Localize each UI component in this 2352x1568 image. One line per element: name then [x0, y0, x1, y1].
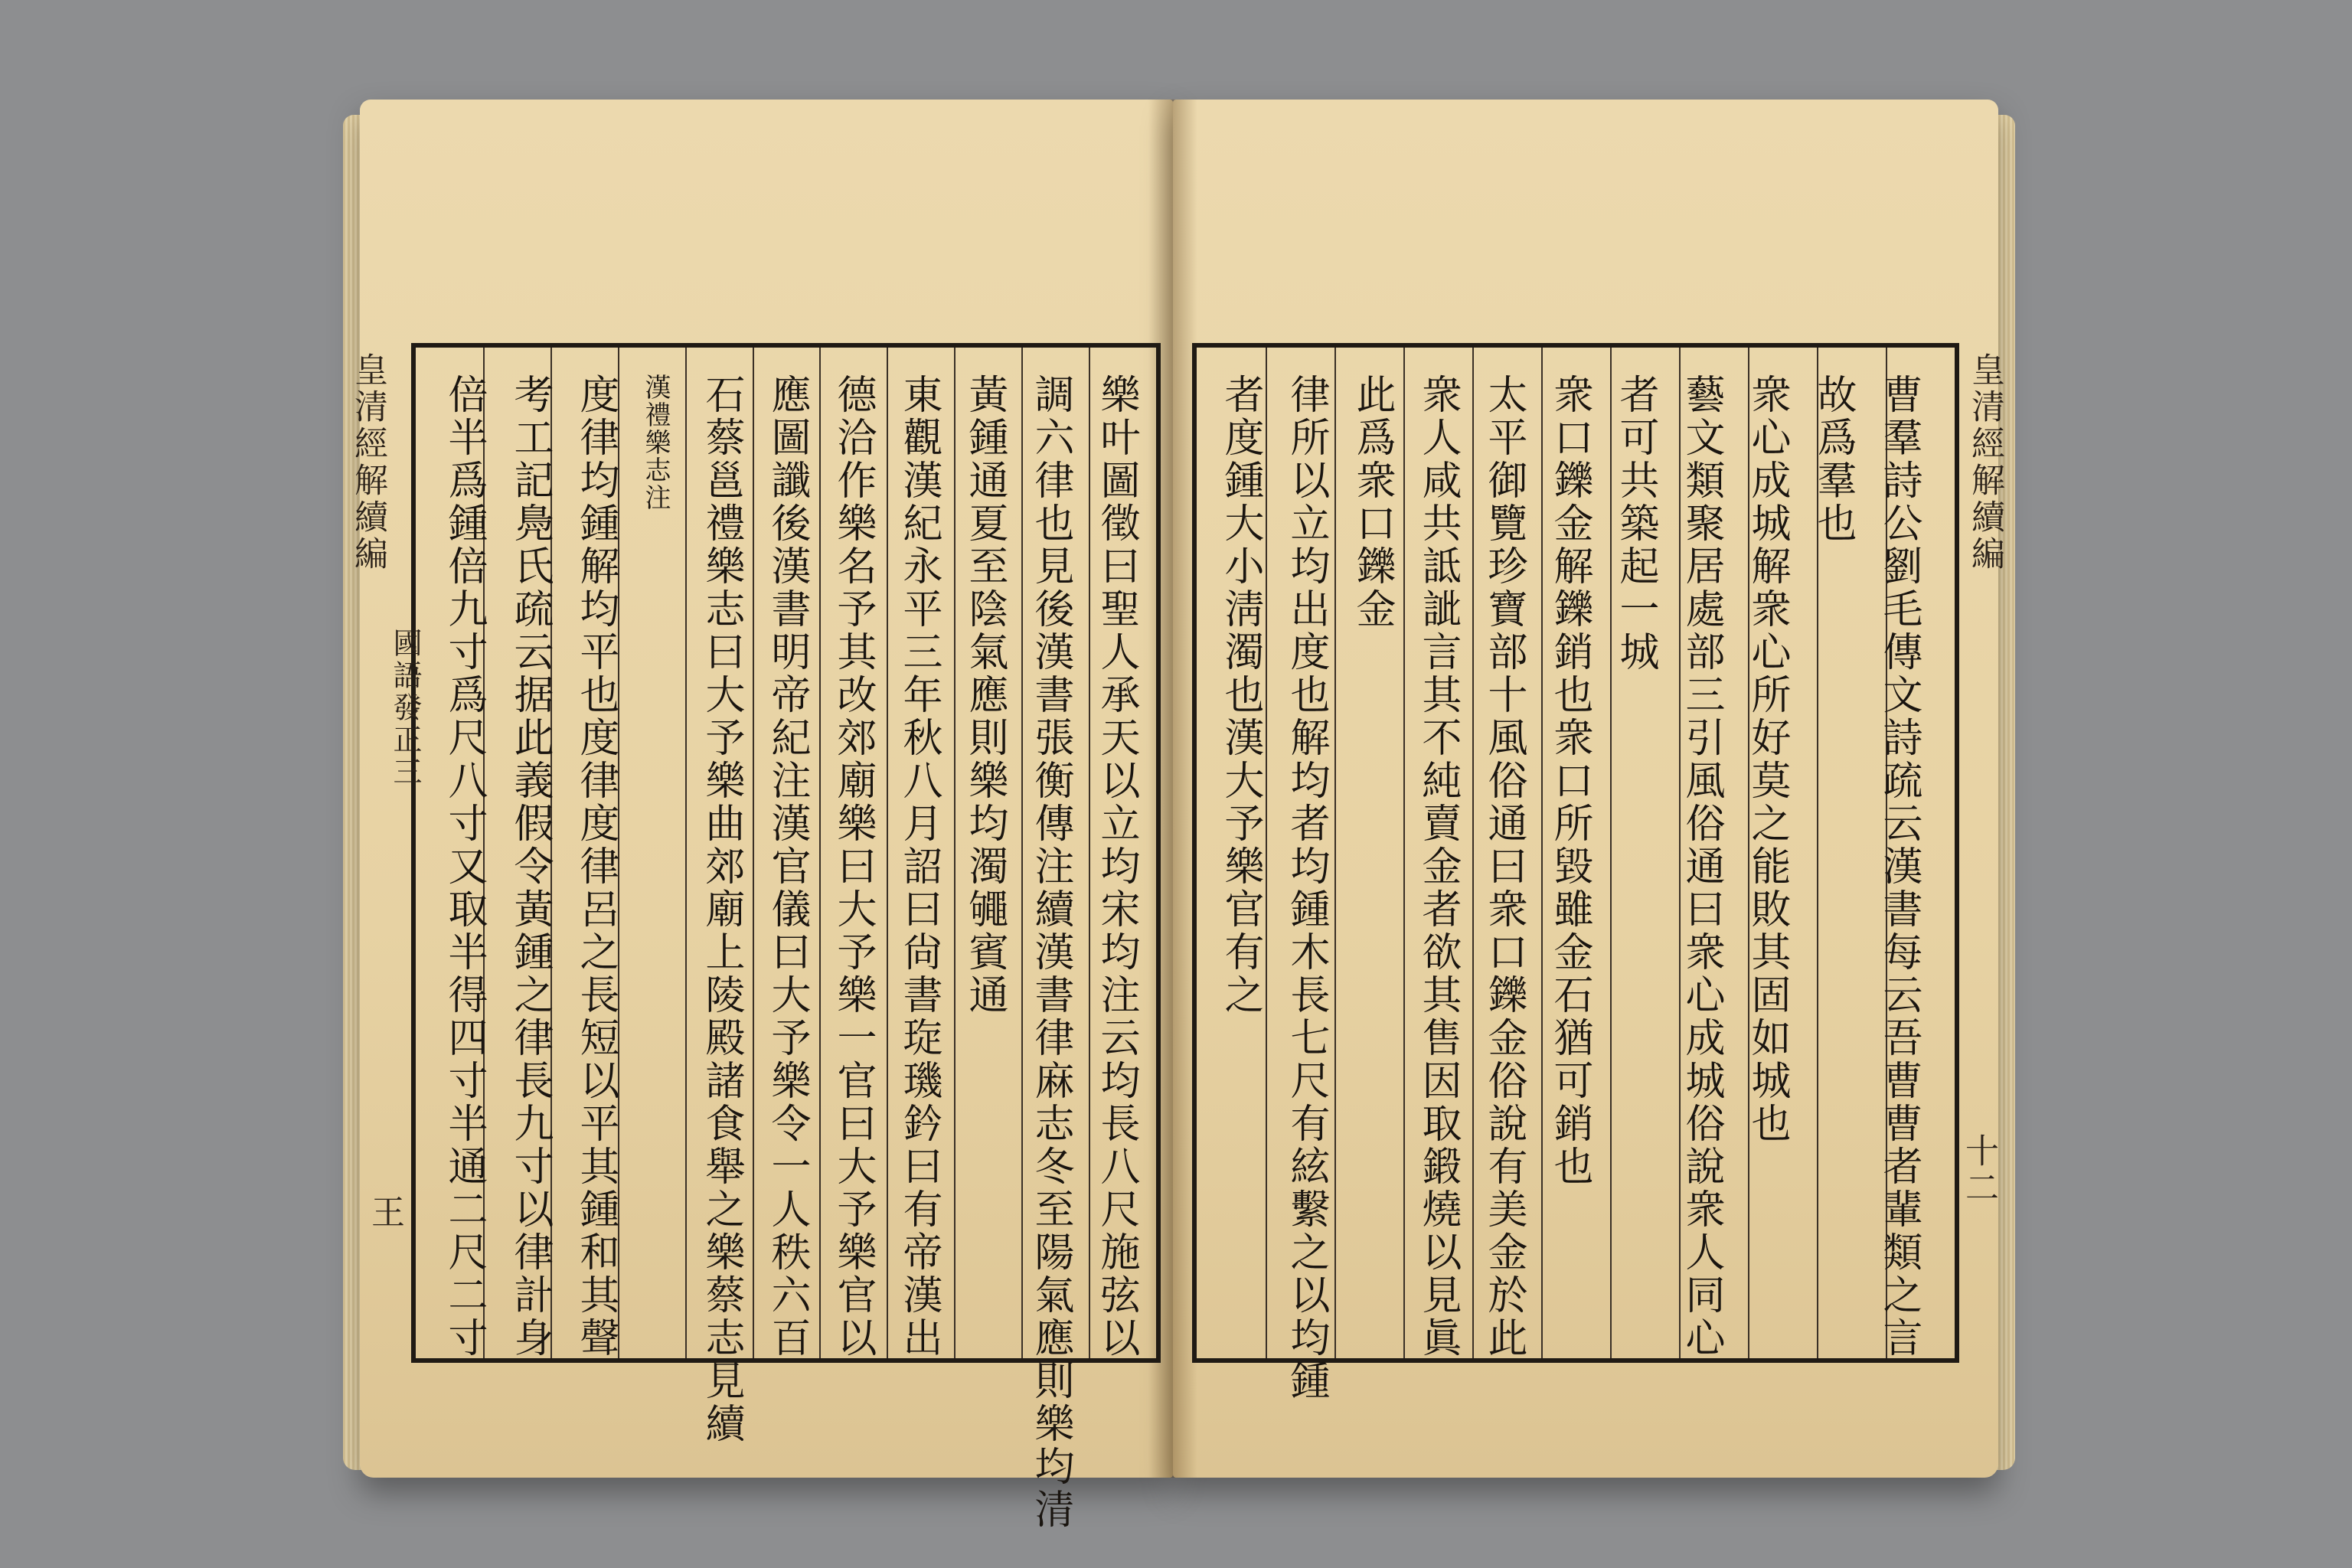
left-column-6: 應圖讖後漢書明帝紀注漢官儀曰大予樂令一人秩六百	[764, 374, 810, 1360]
column-rule	[1266, 348, 1267, 1358]
right-column-9: 此爲衆口鑠金	[1349, 374, 1395, 631]
left-column-1: 樂叶圖徵曰聖人承天以立均宋均注云均長八尺施弦以	[1093, 374, 1139, 1360]
left-column-4: 東觀漢紀永平三年秋八月詔曰尙書琁璣鈐曰有帝漢出	[896, 374, 942, 1360]
left-column-2: 調六律也見後漢書張衡傳注續漢書律麻志冬至陽氣應則樂均清	[1027, 374, 1073, 1531]
column-rule	[887, 348, 888, 1358]
column-rule	[1610, 348, 1612, 1358]
left-column-11: 倍半爲鍾倍九寸爲尺八寸又取半得四寸半通二尺二寸	[441, 374, 487, 1360]
column-rule	[1334, 348, 1336, 1358]
left-column-10: 考工記鳧氏疏云据此義假令黃鍾之律長九寸以律計身	[507, 374, 553, 1360]
left-column-7: 石蔡邕禮樂志曰大予樂曲郊廟上陵殿諸食舉之樂蔡志見續	[698, 374, 744, 1446]
right-column-2: 故爲羣也	[1810, 374, 1856, 545]
column-rule	[1472, 348, 1474, 1358]
column-rule	[753, 348, 754, 1358]
right-column-5: 者可共築起一城	[1612, 374, 1658, 674]
column-rule	[1403, 348, 1405, 1358]
left-column-3: 黃鍾通夏至陰氣應則樂均濁䵶賓通	[962, 374, 1008, 1017]
right-column-4: 藝文類聚居處部三引風俗通曰衆心成城俗說衆人同心	[1678, 374, 1724, 1360]
left-column-9: 度律均鍾解均平也度律度律呂之長短以平其鍾和其聲	[573, 374, 619, 1360]
left-folio-number: 王	[365, 1194, 404, 1231]
right-column-3: 衆心成城解衆心所好莫之能敗其固如城也	[1744, 374, 1790, 1145]
right-column-7: 太平御覽珍寶部十風俗通曰衆口鑠金俗說有美金於此	[1481, 374, 1527, 1360]
left-margin-subtitle: 國語發正三	[388, 628, 422, 789]
right-column-8: 衆人咸共詆訿言其不純賣金者欲其售因取鍛燒以見眞	[1415, 374, 1461, 1360]
right-column-6: 衆口鑠金解鑠銷也衆口所毀雖金石猶可銷也	[1547, 374, 1592, 1188]
column-rule	[1021, 348, 1023, 1358]
column-rule	[685, 348, 687, 1358]
left-margin-title: 皇清經解續編	[348, 352, 387, 573]
right-margin-title: 皇清經解續編	[1965, 352, 2004, 573]
left-column-5: 德洽作樂名予其改郊廟樂曰大予樂一官曰大予樂官以	[830, 374, 876, 1360]
column-rule	[819, 348, 821, 1358]
right-folio-number: 十二	[1959, 1133, 1998, 1207]
column-rule	[1541, 348, 1543, 1358]
right-column-1: 曹羣詩公劉毛傳文詩疏云漢書每云吾曹曹者輩類之言	[1876, 374, 1922, 1360]
right-column-11: 者度鍾大小淸濁也漢大予樂官有之	[1217, 374, 1263, 1017]
column-rule	[1089, 348, 1090, 1358]
column-rule	[954, 348, 956, 1358]
left-column-8: 漢禮樂志注	[640, 374, 671, 511]
right-column-10: 律所以立均出度也解均者均鍾木長七尺有絃繫之以均鍾	[1283, 374, 1329, 1403]
